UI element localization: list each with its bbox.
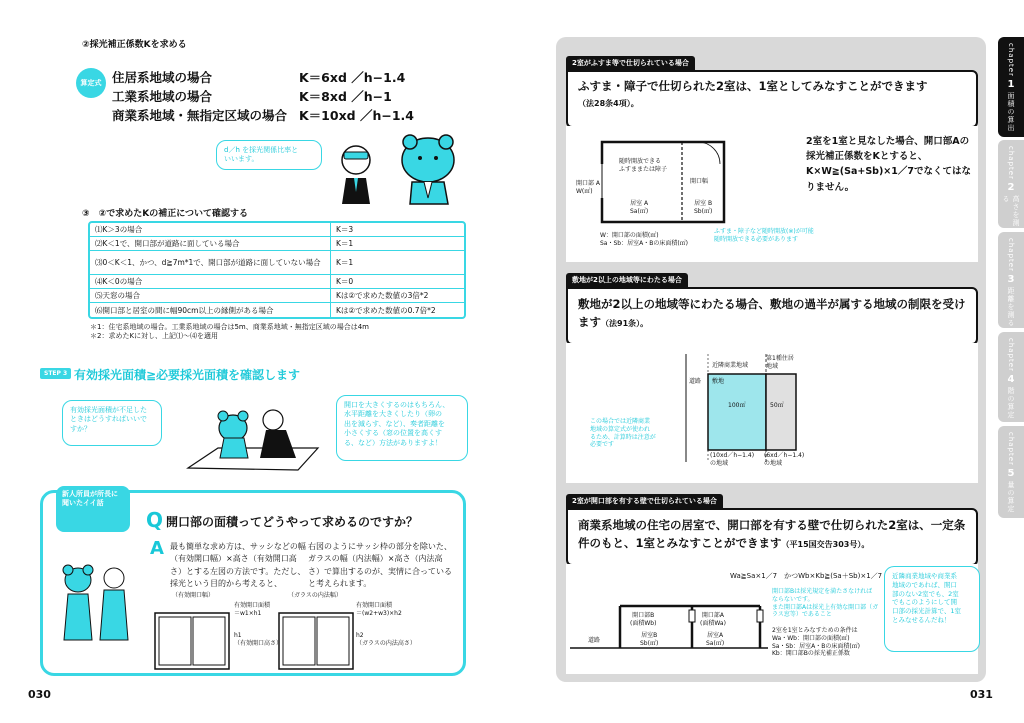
formula-expr: K＝10xd ／h−1.4 (299, 108, 414, 123)
step2-heading: ②採光補正係数Kを求める (82, 40, 187, 50)
table-row: ⑵K＜1で、開口部が道路に面している場合 K＝1 (90, 237, 464, 251)
site-label: 敷地 (712, 378, 725, 385)
note: ＊1：住宅系地域の場合。工業系地域の場合は5m、商業系地域・無指定区域の場合は4m (90, 323, 369, 331)
section-3-bubble: 近隣商業地域や商業系 地域のであれば、開口 部のない2室でも、2室 でもこのようにして開 口部の採光計算で、1室 とみなせるんだね！ (884, 566, 980, 652)
answer-col2: 右図のようにサッシ枠の部分を除いた、ガラスの幅（内法幅）×高さ（内法高さ）で算出するのが、実情に合っていると考えられます。 (308, 542, 452, 589)
page-number-left: 030 (28, 688, 51, 701)
site-road: 道路 (689, 378, 702, 385)
chapter-tab-4[interactable]: chapter 4 階の算定 (998, 332, 1024, 422)
section-2 (566, 267, 978, 345)
bubble-dh: d／h を採光関係比率と いいます。 (216, 140, 322, 170)
note: ＊2：求めたKに対し、上記⑴〜⑷を適用 (90, 332, 219, 341)
plan-room-a: 居室 A Sa(㎡) (630, 200, 649, 215)
section-3-room-a: 居室A Sa(㎡) (706, 632, 725, 647)
section-1-ref: （法28条4項）。 (578, 99, 639, 108)
section-2-head: 敷地が2以上の地域等にわたる場合 (566, 273, 688, 287)
table-row: ⑸天窓の場合 Kは②で求めた数値の3倍*2 (90, 289, 464, 303)
formula-label: 住居系地域の場合 (112, 70, 213, 85)
plan-fusuma-label: 随時開放できる ふすままたは障子 (619, 158, 668, 173)
site-note: この場合では近隣商業 地域の算定式が使われ るため、計算時は注意が 必要です (590, 418, 656, 449)
table-row: ⑷K＜0の場合 K＝0 (90, 275, 464, 289)
step3-heading: ③ ②で求めたKの補正について確認する (82, 209, 249, 219)
section-3-title: 商業系地域の住宅の居室で、開口部を有する壁で仕切られた2室は、一定条件のもと、1室とみなすことができます（平15国交告303号）。 (578, 518, 966, 551)
plan-legend: W：開口部の面積(㎡) Sa・Sb：居室A・Bの床面積(㎡) (600, 232, 689, 247)
section-3-room-b: 居室B Sb(㎡) (640, 632, 659, 647)
fig-left-window (154, 612, 230, 670)
formula-list (112, 68, 414, 125)
fig-right-area: 有効開口面積 ＝(w2+w3)×h2 (356, 602, 402, 617)
chapter-tab-1[interactable]: chapter 1 面積の算出 (998, 37, 1024, 137)
section-3-head: 2室が開口部を有する壁で仕切られている場合 (566, 494, 723, 508)
section-3-road: 道路 (588, 637, 601, 644)
chapter-tab-3[interactable]: chapter 3 距離を測る (998, 232, 1024, 328)
section-3-conditions: 2室を1室とみなすための条件は Wa・Wb：開口部の面積(㎡) Sa・Sb：居室A・Bの床面積(㎡) Kb：開口部Bの採光補正係数 (772, 627, 861, 658)
plan-note: ふすま・障子など随時開放(※)が可能 随時開放できる必要があります (714, 228, 814, 243)
table-row: ⑴K＞3の場合 K＝3 (90, 223, 464, 237)
section-drawing (570, 596, 770, 666)
section-3-opening-b: 開口部B (面積Wb) (630, 612, 657, 627)
q-text: 開口部の面積ってどうやって求めるのですか？ (166, 515, 419, 529)
a-mark: A (150, 538, 164, 559)
section-1-title: ふすま・障子で仕切られた2室は、1室としてみなすことができます (578, 79, 928, 93)
section-3 (566, 488, 978, 566)
section-2-title: 敷地が2以上の地域等にわたる場合、敷地の過半が属する地域の制限を受けます（法91条）。 (578, 297, 966, 330)
answer-col1: 最も簡単な求め方は、サッシなどの幅（有効開口幅）×高さ（有効開口高さ）とする左図の方法です。ただし、採光という目的から考えると、 (170, 542, 306, 589)
q-mark: Q (146, 508, 164, 532)
formula-label: 工業系地域の場合 (112, 89, 213, 104)
table-row: ⑹開口部と居室の間に幅90cm以上の縁側がある場合 Kは②で求めた数値の0.7倍*2 (90, 303, 464, 317)
site-zone1: 近隣商業地域 (712, 362, 749, 369)
plan-width: 開口幅 (690, 178, 709, 185)
page-number-right: 031 (970, 688, 993, 701)
qa-badge: 新人所員が所長に聞いたイイ話 (56, 486, 130, 532)
fig-left-height: h1 （有効開口高さ） (234, 632, 283, 647)
section-1 (566, 50, 978, 128)
site-drawing (680, 354, 800, 466)
section-3-box (566, 508, 978, 566)
section-1-desc: 2室を1室と見なした場合、開口部Aの採光補正係数をKとすると、K×W≧(Sa+Sb)×1／7でなくてはなりません。 (806, 136, 971, 193)
formula-expr: K＝6xd ／h−1.4 (299, 70, 406, 85)
section-2-box (566, 287, 978, 345)
section-1-box (566, 70, 978, 128)
formula-label: 商業系地域・無指定区域の場合 (112, 108, 288, 123)
characters-illustration (326, 128, 466, 206)
fig-right-window (278, 612, 354, 670)
site-formula2: (6xd／h−1.4) の地域 (764, 452, 805, 467)
site-zone2: 第1種住居 地域 (766, 355, 794, 370)
table-notes (90, 323, 369, 342)
table-row: ⑶0＜K＜1、かつ、d≧7m*1で、開口部が道路に面していない場合 K＝1 (90, 251, 464, 275)
chapter-tab-5[interactable]: chapter 5 量の算定 (998, 426, 1024, 518)
bubble-answer: 開口を大きくするのはもちろん、 水平距離を大きくしたり（卵の 出を減らす、など）、奏者距離を 小さくする（窓の位置を高くす る、など）方法がありますよ！ (336, 395, 468, 461)
formula-expr: K＝8xd ／h−1 (299, 89, 392, 104)
site-area1: 100㎡ (728, 402, 746, 409)
plan-opening-a: 開口部 A W(㎡) (576, 180, 601, 195)
fig-right-width: （ガラスの内法幅） (288, 592, 342, 599)
step-tag: STEP 3 (40, 368, 71, 379)
section-1-head: 2室がふすま等で仕切られている場合 (566, 56, 695, 70)
section-3-formula: Wa≧Sa×1／7 かつWb×Kb≧(Sa＋Sb)×1／7 (730, 572, 883, 580)
section-3-opening-a: 開口部A (面積Wa) (700, 612, 726, 627)
fig-right-height: h2 （ガラスの内法高さ） (356, 632, 416, 647)
plan-room-b: 居室 B Sb(㎡) (694, 200, 713, 215)
site-formula1: (10xd／h−1.4) の地域 (710, 452, 755, 467)
correction-table (88, 221, 466, 319)
section-3-note: 開口部Bは採光規定を満たさなければ ならないです。 また開口部Aは採光上有効な開口部（ガラス窓等）であること (772, 588, 879, 619)
staff-illustration (56, 560, 130, 652)
site-area2: 50㎡ (770, 402, 784, 409)
bubble-question: 有効採光面積が不足した ときはどうすればいいで すか？ (62, 400, 162, 446)
desk-illustration (178, 398, 328, 476)
fig-left-width: （有効開口幅） (172, 592, 215, 599)
chapter-tab-2[interactable]: chapter 2 高さを測る (998, 140, 1024, 228)
step-title: 有効採光面積≧必要採光面積を確認します (74, 368, 301, 382)
formula-tag: 算定式 (76, 68, 106, 98)
fig-left-area: 有効開口面積 ＝w1×h1 (234, 602, 271, 617)
